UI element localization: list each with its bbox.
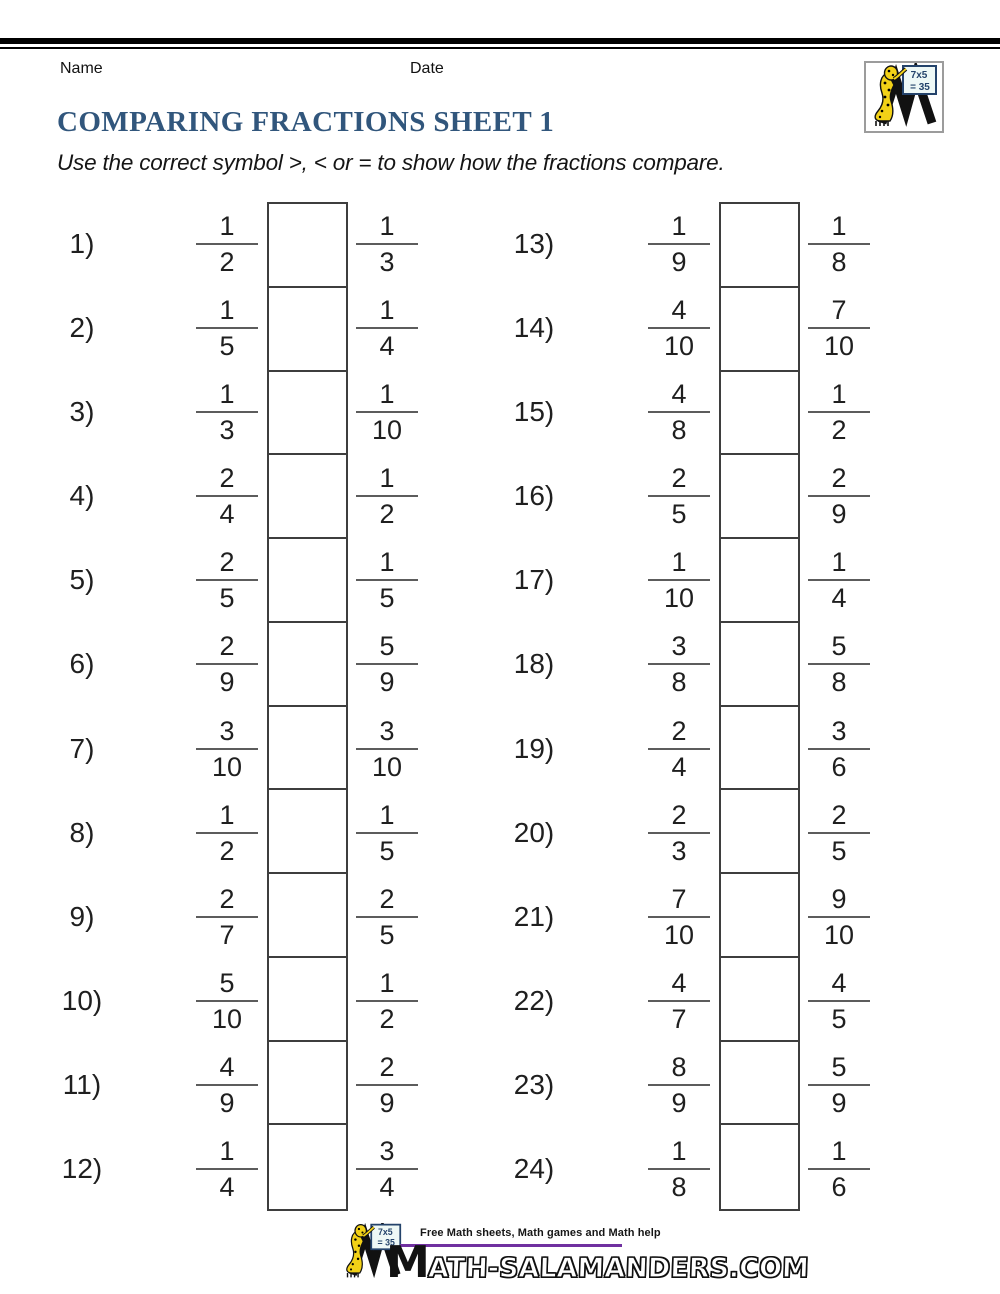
numerator: 1 [831, 211, 847, 242]
numerator: 3 [379, 1135, 395, 1166]
fraction-bar [356, 327, 418, 329]
problem-row [58, 454, 423, 538]
fraction-left [648, 717, 710, 781]
fraction-bar [648, 411, 710, 413]
problem-number: 6) [69, 648, 95, 680]
name-label: Name [60, 60, 103, 77]
header-divider-rule [0, 38, 1000, 49]
fraction-bar [648, 495, 710, 497]
answer-box[interactable] [721, 958, 798, 1042]
fraction-bar [808, 495, 870, 497]
denominator: 5 [219, 331, 235, 362]
fraction-bar [648, 663, 710, 665]
fraction-bar [196, 832, 258, 834]
numerator: 1 [831, 379, 847, 410]
numerator: 5 [219, 967, 235, 998]
fraction-right [356, 632, 418, 696]
fraction-right [356, 212, 418, 276]
problem-row [510, 1043, 875, 1127]
answer-box[interactable] [721, 539, 798, 623]
denominator: 10 [663, 919, 695, 950]
problem-row [510, 202, 875, 286]
denominator: 9 [671, 1087, 687, 1118]
denominator: 2 [831, 415, 847, 446]
problem-row [58, 1043, 423, 1127]
answer-box-column [719, 202, 800, 1211]
problem-row [510, 370, 875, 454]
denominator: 9 [379, 667, 395, 698]
problem-row [510, 959, 875, 1043]
fraction-left [648, 380, 710, 444]
instruction-text: Use the correct symbol >, < or = to show how the fractions compare. [57, 150, 725, 175]
denominator: 4 [379, 1171, 395, 1202]
denominator: 4 [219, 1171, 235, 1202]
numerator: 4 [671, 967, 687, 998]
fraction-left [648, 296, 710, 360]
fraction-left [196, 717, 258, 781]
denominator: 3 [379, 247, 395, 278]
problem-row [510, 706, 875, 790]
problem-number: 5) [69, 564, 95, 596]
fraction-right [808, 717, 870, 781]
fraction-bar [196, 916, 258, 918]
numerator: 1 [219, 799, 235, 830]
fraction-right [808, 380, 870, 444]
problem-number: 8) [69, 816, 95, 848]
fraction-bar [808, 411, 870, 413]
answer-box[interactable] [721, 874, 798, 958]
fraction-bar [356, 916, 418, 918]
numerator: 1 [379, 295, 395, 326]
fraction-bar [648, 1084, 710, 1086]
answer-box[interactable] [721, 790, 798, 874]
answer-box[interactable] [269, 874, 346, 958]
footer [340, 1219, 810, 1291]
denominator: 2 [219, 247, 235, 278]
denominator: 5 [379, 583, 395, 614]
denominator: 7 [671, 1003, 687, 1034]
problem-row [510, 454, 875, 538]
denominator: 9 [671, 247, 687, 278]
fraction-left [196, 632, 258, 696]
problem-number: 12) [61, 1152, 103, 1184]
denominator: 8 [831, 667, 847, 698]
fraction-bar [808, 916, 870, 918]
denominator: 5 [671, 499, 687, 530]
numerator: 2 [671, 463, 687, 494]
fraction-left [196, 801, 258, 865]
numerator: 1 [831, 547, 847, 578]
numerator: 2 [219, 631, 235, 662]
footer-brand-wordmark [386, 1237, 810, 1289]
fraction-right [808, 885, 870, 949]
numerator: 1 [379, 799, 395, 830]
problem-number: 19) [513, 732, 555, 764]
fraction-right [808, 1053, 870, 1117]
answer-box[interactable] [721, 288, 798, 372]
answer-box[interactable] [269, 539, 346, 623]
problem-row [58, 622, 423, 706]
fraction-bar [648, 832, 710, 834]
fraction-right [808, 1137, 870, 1201]
numerator: 4 [219, 1051, 235, 1082]
fraction-bar [648, 243, 710, 245]
denominator: 8 [831, 247, 847, 278]
numerator: 1 [379, 379, 395, 410]
brand-rest-text: ATH-SALAMANDERS.COM [427, 1253, 810, 1284]
numerator: 2 [379, 883, 395, 914]
fraction-left [196, 380, 258, 444]
problem-row [58, 791, 423, 875]
denominator: 3 [671, 835, 687, 866]
numerator: 7 [671, 883, 687, 914]
problem-number: 10) [61, 984, 103, 1016]
denominator: 2 [379, 1003, 395, 1034]
answer-box[interactable] [269, 204, 346, 288]
answer-box[interactable] [721, 1125, 798, 1209]
denominator: 3 [219, 415, 235, 446]
numerator: 4 [671, 295, 687, 326]
problem-number: 22) [513, 984, 555, 1016]
numerator: 1 [379, 463, 395, 494]
numerator: 1 [219, 295, 235, 326]
math-salamanders-logo [864, 61, 944, 133]
fraction-right [356, 296, 418, 360]
fraction-bar [808, 1168, 870, 1170]
numerator: 1 [671, 211, 687, 242]
numerator: 1 [379, 211, 395, 242]
numerator: 2 [219, 463, 235, 494]
fraction-bar [196, 579, 258, 581]
fraction-bar [808, 1084, 870, 1086]
numerator: 2 [219, 547, 235, 578]
fraction-left [648, 801, 710, 865]
fraction-bar [648, 1168, 710, 1170]
problem-row [510, 622, 875, 706]
fraction-right [356, 548, 418, 612]
fraction-bar [196, 1000, 258, 1002]
footer-tagline: Free Math sheets, Math games and Math help [420, 1227, 661, 1239]
answer-box[interactable] [269, 958, 346, 1042]
fraction-right [356, 1137, 418, 1201]
fraction-bar [808, 243, 870, 245]
numerator: 1 [219, 1135, 235, 1166]
fraction-bar [196, 1168, 258, 1170]
fraction-bar [196, 1084, 258, 1086]
denominator: 4 [671, 751, 687, 782]
page-title: COMPARING FRACTIONS SHEET 1 [57, 106, 555, 138]
answer-box-column [267, 202, 348, 1211]
problem-row [58, 1127, 423, 1211]
fraction-left [648, 632, 710, 696]
fraction-bar [196, 243, 258, 245]
fraction-left [648, 1137, 710, 1201]
problem-row [58, 286, 423, 370]
fraction-left [648, 464, 710, 528]
problem-number: 24) [513, 1152, 555, 1184]
fraction-right [808, 969, 870, 1033]
denominator: 4 [379, 331, 395, 362]
answer-box[interactable] [269, 372, 346, 456]
problem-row [510, 1127, 875, 1211]
numerator: 2 [671, 799, 687, 830]
denominator: 5 [831, 1003, 847, 1034]
denominator: 10 [823, 919, 855, 950]
answer-box[interactable] [269, 288, 346, 372]
fraction-right [356, 380, 418, 444]
problem-row [510, 538, 875, 622]
fraction-left [196, 1053, 258, 1117]
numerator: 9 [831, 883, 847, 914]
problem-row [58, 538, 423, 622]
problem-row [510, 791, 875, 875]
fraction-bar [648, 916, 710, 918]
problem-row [58, 706, 423, 790]
problem-number: 7) [69, 732, 95, 764]
numerator: 3 [379, 715, 395, 746]
fraction-right [356, 717, 418, 781]
numerator: 1 [219, 379, 235, 410]
fraction-bar [808, 748, 870, 750]
salamander-logo-icon [866, 63, 938, 127]
denominator: 5 [379, 835, 395, 866]
fraction-bar [356, 1000, 418, 1002]
fraction-right [808, 212, 870, 276]
problem-number: 9) [69, 900, 95, 932]
denominator: 2 [379, 499, 395, 530]
problem-number: 18) [513, 648, 555, 680]
problem-row [510, 286, 875, 370]
numerator: 1 [831, 1135, 847, 1166]
denominator: 10 [211, 751, 243, 782]
denominator: 7 [219, 919, 235, 950]
problem-row [510, 875, 875, 959]
fraction-left [196, 885, 258, 949]
answer-box[interactable] [721, 455, 798, 539]
problem-number: 20) [513, 816, 555, 848]
numerator: 3 [671, 631, 687, 662]
fraction-left [196, 1137, 258, 1201]
denominator: 2 [219, 835, 235, 866]
fraction-bar [356, 495, 418, 497]
numerator: 2 [831, 799, 847, 830]
denominator: 10 [371, 415, 403, 446]
problem-number: 17) [513, 564, 555, 596]
fraction-bar [648, 1000, 710, 1002]
denominator: 5 [831, 835, 847, 866]
fraction-bar [808, 663, 870, 665]
fraction-right [808, 801, 870, 865]
numerator: 2 [671, 715, 687, 746]
problem-number: 13) [513, 228, 555, 260]
denominator: 5 [219, 583, 235, 614]
fraction-bar [356, 1168, 418, 1170]
problem-number: 16) [513, 480, 555, 512]
denominator: 5 [379, 919, 395, 950]
numerator: 1 [379, 967, 395, 998]
answer-box[interactable] [269, 1125, 346, 1209]
fraction-left [196, 548, 258, 612]
fraction-bar [196, 411, 258, 413]
denominator: 10 [663, 331, 695, 362]
numerator: 1 [379, 547, 395, 578]
denominator: 10 [823, 331, 855, 362]
fraction-left [648, 885, 710, 949]
denominator: 9 [831, 499, 847, 530]
fraction-left [648, 548, 710, 612]
fraction-bar [196, 495, 258, 497]
numerator: 8 [671, 1051, 687, 1082]
fraction-bar [356, 411, 418, 413]
problem-row [58, 202, 423, 286]
fraction-bar [808, 327, 870, 329]
problem-number: 1) [69, 228, 95, 260]
fraction-right [356, 885, 418, 949]
numerator: 3 [219, 715, 235, 746]
fraction-right [356, 1053, 418, 1117]
numerator: 2 [831, 463, 847, 494]
fraction-right [356, 801, 418, 865]
answer-box[interactable] [721, 372, 798, 456]
answer-box[interactable] [721, 1042, 798, 1126]
numerator: 7 [831, 295, 847, 326]
problem-number: 21) [513, 900, 555, 932]
denominator: 9 [831, 1087, 847, 1118]
fraction-left [196, 969, 258, 1033]
fraction-bar [356, 748, 418, 750]
numerator: 5 [379, 631, 395, 662]
answer-box[interactable] [269, 1042, 346, 1126]
denominator: 9 [379, 1087, 395, 1118]
fraction-bar [648, 748, 710, 750]
denominator: 8 [671, 667, 687, 698]
fraction-bar [356, 243, 418, 245]
fraction-bar [196, 748, 258, 750]
fraction-bar [648, 327, 710, 329]
answer-box[interactable] [721, 707, 798, 791]
numerator: 1 [671, 547, 687, 578]
denominator: 6 [831, 751, 847, 782]
answer-box[interactable] [269, 790, 346, 874]
fraction-bar [808, 832, 870, 834]
fraction-right [808, 548, 870, 612]
fraction-left [196, 212, 258, 276]
problem-row [58, 875, 423, 959]
fraction-right [808, 296, 870, 360]
fraction-bar [356, 579, 418, 581]
fraction-bar [648, 579, 710, 581]
numerator: 1 [219, 211, 235, 242]
numerator: 4 [831, 967, 847, 998]
fraction-bar [196, 663, 258, 665]
problems-column-left [58, 202, 423, 1211]
fraction-bar [196, 327, 258, 329]
problem-number: 14) [513, 312, 555, 344]
fraction-left [648, 212, 710, 276]
numerator: 2 [379, 1051, 395, 1082]
fraction-bar [808, 1000, 870, 1002]
denominator: 10 [371, 751, 403, 782]
brand-m-letter: M [386, 1237, 428, 1288]
denominator: 10 [211, 1003, 243, 1034]
fraction-left [648, 1053, 710, 1117]
denominator: 8 [671, 1171, 687, 1202]
answer-box[interactable] [269, 623, 346, 707]
problem-number: 11) [62, 1068, 102, 1100]
denominator: 8 [671, 415, 687, 446]
numerator: 4 [671, 379, 687, 410]
fraction-bar [356, 663, 418, 665]
fraction-right [356, 969, 418, 1033]
answer-box[interactable] [721, 204, 798, 288]
numerator: 5 [831, 631, 847, 662]
fraction-bar [356, 832, 418, 834]
problem-row [58, 370, 423, 454]
problem-number: 3) [69, 396, 95, 428]
answer-box[interactable] [721, 623, 798, 707]
denominator: 9 [219, 667, 235, 698]
answer-box[interactable] [269, 707, 346, 791]
fraction-right [356, 464, 418, 528]
problem-number: 2) [69, 312, 95, 344]
denominator: 4 [219, 499, 235, 530]
fraction-left [196, 296, 258, 360]
fraction-right [808, 464, 870, 528]
date-label: Date [410, 60, 444, 77]
numerator: 5 [831, 1051, 847, 1082]
answer-box[interactable] [269, 455, 346, 539]
problem-number: 23) [513, 1068, 555, 1100]
denominator: 6 [831, 1171, 847, 1202]
fraction-bar [808, 579, 870, 581]
problem-row [58, 959, 423, 1043]
numerator: 3 [831, 715, 847, 746]
numerator: 2 [219, 883, 235, 914]
problem-number: 15) [513, 396, 555, 428]
numerator: 1 [671, 1135, 687, 1166]
denominator: 4 [831, 583, 847, 614]
fraction-bar [356, 1084, 418, 1086]
problem-number: 4) [69, 480, 95, 512]
fraction-left [196, 464, 258, 528]
denominator: 10 [663, 583, 695, 614]
denominator: 9 [219, 1087, 235, 1118]
problems-column-right [510, 202, 875, 1211]
fraction-right [808, 632, 870, 696]
fraction-left [648, 969, 710, 1033]
